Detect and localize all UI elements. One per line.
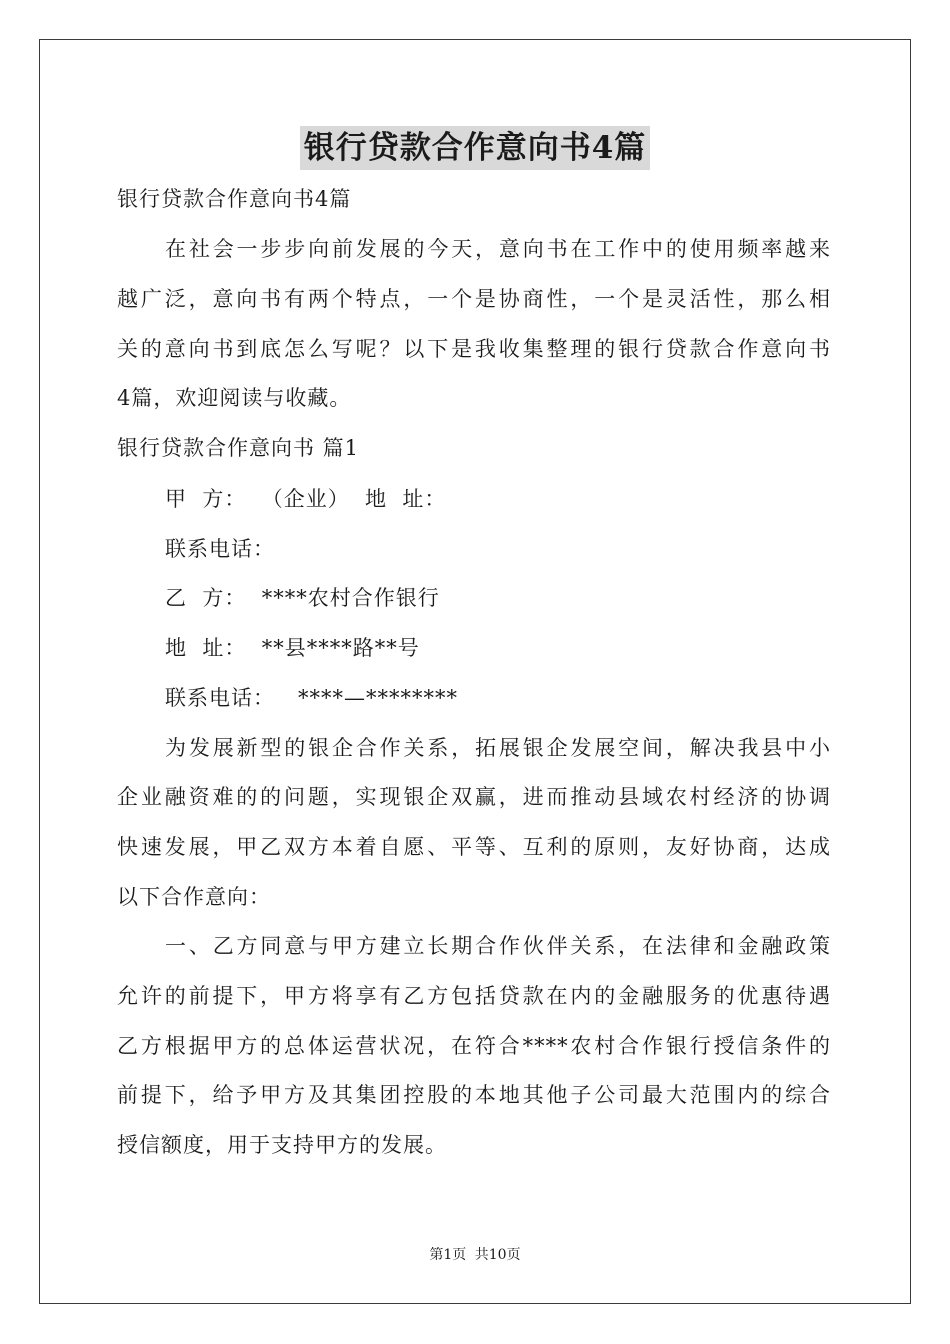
total-pages: 共10页 bbox=[474, 1247, 521, 1263]
document-title: 银行贷款合作意向书4篇 bbox=[300, 126, 651, 170]
section-heading: 银行贷款合作意向书 篇1 bbox=[117, 436, 360, 460]
paragraph-line: 授信额度，用于支持甲方的发展。 bbox=[117, 1133, 447, 1157]
title-container bbox=[0, 126, 950, 170]
paragraph-line: 允许的前提下，甲方将享有乙方包括贷款在内的金融服务的优惠待遇 bbox=[117, 984, 831, 1008]
paragraph-line: 在社会一步步向前发展的今天，意向书在工作中的使用频率越来 bbox=[165, 237, 831, 261]
paragraph-line: 前提下，给予甲方及其集团控股的本地其他子公司最大范围内的综合 bbox=[117, 1083, 831, 1107]
paragraph-line: 一、乙方同意与甲方建立长期合作伙伴关系，在法律和金融政策 bbox=[165, 934, 831, 958]
paragraph-line: 4篇，欢迎阅读与收藏。 bbox=[117, 386, 352, 410]
page-footer bbox=[0, 1245, 950, 1265]
subtitle-line: 银行贷款合作意向书4篇 bbox=[117, 187, 352, 211]
paragraph-line: 以下合作意向： bbox=[117, 885, 271, 909]
paragraph-line: 企业融资难的的问题，实现银企双赢，进而推动县域农村经济的协调 bbox=[117, 785, 831, 809]
party-b-address: 地 址： **县****路**号 bbox=[165, 636, 420, 660]
paragraph-line: 快速发展，甲乙双方本着自愿、平等、互利的原则，友好协商，达成 bbox=[117, 835, 831, 859]
party-a-line: 甲 方： （企业） 地 址： bbox=[165, 487, 447, 511]
paragraph-line: 越广泛，意向书有两个特点，一个是协商性，一个是灵活性，那么相 bbox=[117, 287, 831, 311]
paragraph-line: 关的意向书到底怎么写呢？以下是我收集整理的银行贷款合作意向书 bbox=[117, 337, 831, 361]
party-b-line: 乙 方： ****农村合作银行 bbox=[165, 586, 440, 610]
paragraph-line: 乙方根据甲方的总体运营状况，在符合****农村合作银行授信条件的 bbox=[117, 1034, 831, 1058]
party-a-phone: 联系电话： bbox=[165, 537, 275, 561]
paragraph-line: 为发展新型的银企合作关系，拓展银企发展空间，解决我县中小 bbox=[165, 736, 831, 760]
page-border bbox=[39, 39, 911, 1304]
page-number: 第1页 bbox=[429, 1247, 467, 1263]
party-b-phone: 联系电话： ****—******** bbox=[165, 686, 459, 710]
